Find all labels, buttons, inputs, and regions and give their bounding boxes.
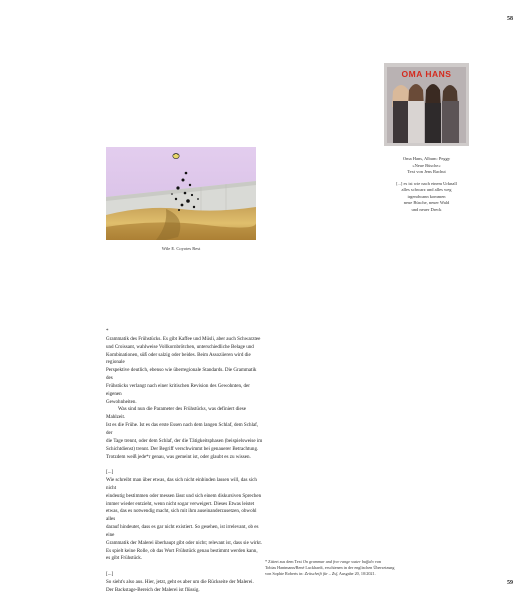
album-title-text: OMA HANS xyxy=(401,69,452,79)
text-line: Wie schreibt man über etwas, das sich nicht einbinden lassen will, das sich nicht xyxy=(106,477,257,491)
paragraph-grammar xyxy=(106,336,264,407)
text-line: Gewohnheiten. xyxy=(106,398,137,405)
footnote-title: On grammar and free range water buffalo xyxy=(302,559,374,564)
text-line: Kombinationen, süß oder salzig oder beides. Beim Assoziieren wird die regionale xyxy=(106,351,251,366)
text-line: Grammatik der Malerei überhaupt gibt oder nicht; relevant ist, dass sie wirkt. xyxy=(106,539,262,546)
ellipsis: [...] xyxy=(106,469,114,476)
footnote xyxy=(265,559,465,577)
text-line: und Croissant, wahlweise Vollkornbrötchen, unterschiedliche Belage und xyxy=(106,343,254,350)
text-line: immer wieder entzieht, wenn nicht sogar verweigert. Dieses Etwas leistet xyxy=(106,500,255,507)
album-caption-line: Oma Hans, Album: Peggy xyxy=(402,156,451,161)
album-caption xyxy=(370,156,483,213)
footnote-line: Tobias Hantmann/René Luckhardt, erschienen in der englischen Übersetzung xyxy=(265,565,395,570)
painting-artwork xyxy=(106,147,256,240)
album-caption-line: »Neue Büsche« xyxy=(412,162,441,168)
page-number-bottom: 59 xyxy=(507,580,513,586)
text-line: Der Backstage-Bereich der Malerei ist flüssig. xyxy=(106,586,200,593)
text-line: Trotzdem weiß jede*r genau, was gemeint ist, oder glaubt es zu wissen. xyxy=(106,453,251,460)
text-line: etwas, das es notwendig macht, sich mit ihm auseinanderzusetzen, obwohl alles xyxy=(106,508,257,523)
album-lyric-line: neue Büsche, neuer Wald xyxy=(403,200,450,205)
text-line: Ist es die Frühe. Ist es das erste Essen nach dem langen Schlaf, dem Schlaf, der xyxy=(106,422,259,436)
text-line: Frühstücks verlangt nach einer kritischen Revision des Gewohnten, der eigenen xyxy=(106,382,250,397)
ellipsis: [...] xyxy=(106,571,114,578)
text-line: darauf hindeutet, dass es gar nicht existiert. So gesehen, ist irrelevant, ob es eine xyxy=(106,524,259,538)
album-caption-line: Text von Jens Rachut xyxy=(407,169,446,174)
page-number-top: 58 xyxy=(507,16,513,22)
text-line: Perspektive deutlich, ebenso wie überregionale Standards. Die Grammatik des xyxy=(106,367,257,382)
text-line: Es spielt keine Rolle, ob das Wort Frühstück genau bestimmt werden kann, xyxy=(106,547,258,554)
text-line: So sieht's also aus. Hier, jetzt, geht es aber um die Rückseite der Malerei. xyxy=(106,579,254,585)
text-line: es gibt Frühstück. xyxy=(106,555,143,562)
album-lyric-line: und neuer Dreck xyxy=(411,206,442,212)
footnote-line: von Sophie Roberts in: Zeitschrift für – Zsf, Ausgabe 20, 10/2021. xyxy=(265,571,376,576)
paragraph-writing xyxy=(106,477,264,563)
paragraph-parameters xyxy=(106,406,264,461)
album-cover-image xyxy=(384,63,469,146)
album-lyric-line: [...] es ist wie nach einem Urknall xyxy=(396,180,457,186)
text-line: eindeutig bestimmen oder messen lässt und sich einem diskursiven Sprechen xyxy=(106,492,262,499)
album-lyric-line: alles schwarz und alles weg xyxy=(401,187,452,192)
paragraph-backstage xyxy=(106,579,264,595)
text-line: die Tage trennt, oder dem Schlaf, der die Tätigkeitsphasen (beispielsweise im xyxy=(106,437,263,444)
painting-caption: Wile E. Coyotes Rest xyxy=(161,246,201,251)
footnote-journal: Zeitschrift für – Zsf xyxy=(304,571,338,576)
album-lyric-line: irgendwann kommen xyxy=(407,193,446,199)
text-line: Grammatik des Frühstücks. Es gibt Kaffee und Müsli, aber auch Schwarztee xyxy=(106,335,261,342)
text-line: Was sind nun die Parameter des Frühstücks, was definiert diese Mahlzeit. xyxy=(106,406,246,421)
body-text xyxy=(106,328,264,595)
footnote-marker: * xyxy=(106,329,109,334)
text-line: Schichtdienst) trennt. Der Begriff verschwimmt bei genauerer Betrachtung. xyxy=(106,445,259,452)
footnote-line: * Zitiert aus dem Text On grammar and free range water buffalo von xyxy=(265,559,382,564)
painting-image xyxy=(106,147,256,240)
